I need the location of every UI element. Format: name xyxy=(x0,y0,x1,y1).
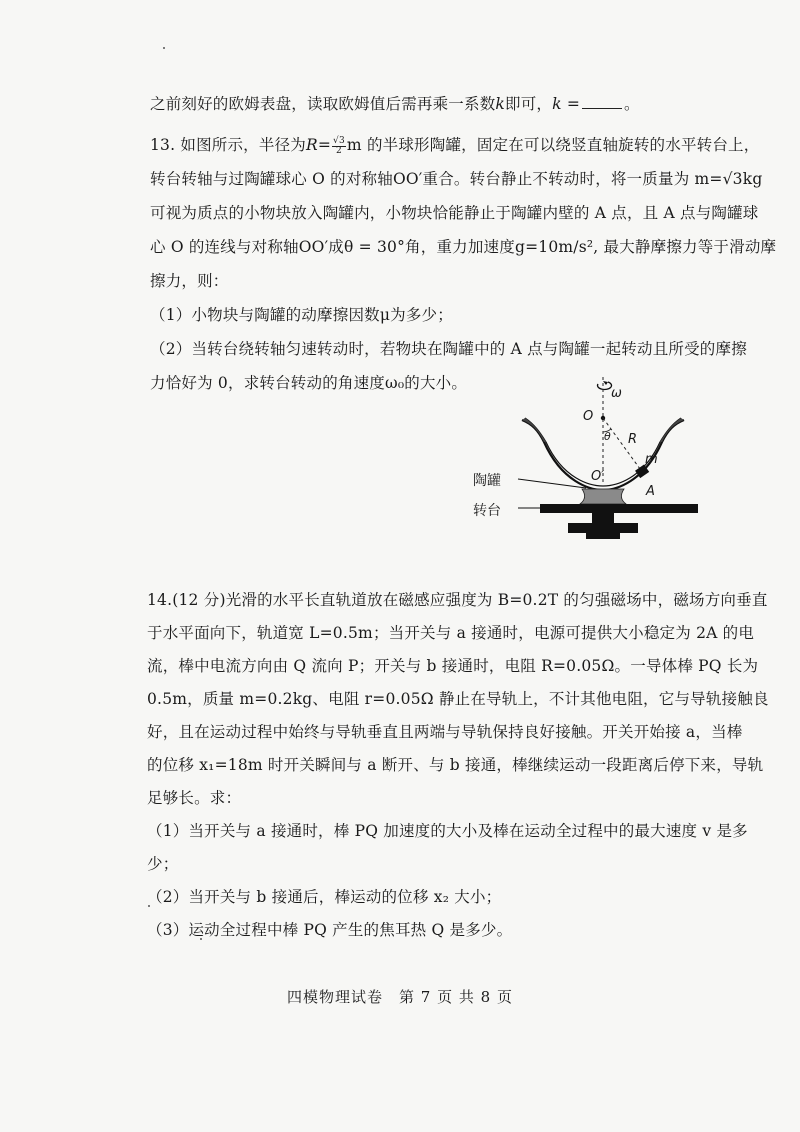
omega-label: ω xyxy=(611,386,622,401)
q12-tail-line: 之前刻好的欧姆表盘，读取欧姆值后需再乘一系数k即可，k = 。 xyxy=(150,95,640,113)
q14-subquestion-2: （2）当开关与 b 接通后，棒运动的位移 x₂ 大小； xyxy=(147,888,502,906)
q13-subquestion-2b: 力恰好为 0，求转台转动的角速度ω₀的大小。 xyxy=(150,374,468,392)
turntable-foot xyxy=(586,533,620,539)
pot-turntable-figure xyxy=(470,372,710,547)
q13-line-5: 擦力，则： xyxy=(150,272,229,290)
q13-line-4: 心 O 的连线与对称轴OO′成θ = 30°角，重力加速度g=10m/s², 最大静摩擦力等于滑动摩 xyxy=(150,238,777,256)
q14-subquestion-1a: （1）当开关与 a 接通时，棒 PQ 加速度的大小及棒在运动全过程中的最大速度 v 是多 xyxy=(147,822,748,840)
answer-blank xyxy=(582,96,622,109)
q13-subquestion-2a: （2）当转台绕转轴匀速转动时，若物块在陶罐中的 A 点与陶罐一起转动且所受的摩擦 xyxy=(150,340,747,358)
turntable-base xyxy=(568,523,638,533)
center-label: O xyxy=(583,409,594,424)
turntable-label: 转台 xyxy=(473,503,501,519)
q14-line-7: 足够长。求： xyxy=(147,789,242,807)
page-footer: 四模物理试卷 第 7 页 共 8 页 xyxy=(287,988,513,1006)
q14-subquestion-1b: 少； xyxy=(147,855,179,873)
o-prime-label: O′ xyxy=(591,469,605,484)
mass-label: m xyxy=(645,452,658,467)
q14-line-6: 的位移 x₁=18m 时开关瞬间与 a 断开、与 b 接通，棒继续运动一段距离后停下来，导轨 xyxy=(147,756,764,774)
q14-line-5: 好，且在运动过程中始终与导轨垂直且两端与导轨保持良好接触。开关开始接 a，当棒 xyxy=(147,723,743,741)
q13-line-3: 可视为质点的小物块放入陶罐内，小物块恰能静止于陶罐内壁的 A 点，且 A 点与陶罐球 xyxy=(150,204,759,222)
turntable-neck xyxy=(592,513,614,523)
q13-line-1: 13. 如图所示，半径为R= $\frac{√3}{2}$ m 的半球形陶罐，固定在可以绕竖直轴旋转的水平转台上， xyxy=(150,135,760,156)
pot-label: 陶罐 xyxy=(473,473,501,489)
scan-speck xyxy=(163,47,165,49)
q14-line-2: 于水平面向下，轨道宽 L=0.5m；当开关与 a 接通时，电源可提供大小稳定为 2A 的电 xyxy=(147,624,755,642)
point-a-label: A xyxy=(646,484,655,499)
turntable-top xyxy=(540,504,698,513)
figure-svg xyxy=(470,372,710,547)
radius-label: R xyxy=(628,432,638,447)
q14-line-3: 流，棒中电流方向由 Q 流向 P；开关与 b 接通时，电阻 R=0.05Ω。一导体棒 PQ 长为 xyxy=(147,657,759,675)
q13-line-2: 转台转轴与过陶罐球心 O 的对称轴OO′重合。转台静止不转动时，将一质量为 m=√3kg xyxy=(150,170,763,188)
q13-subquestion-1: （1）小物块与陶罐的动摩擦因数μ为多少； xyxy=(150,306,453,324)
q14-line-1: 14.(12 分)光滑的水平长直轨道放在磁感应强度为 B=0.2T 的匀强磁场中，磁场方向垂直 xyxy=(147,591,768,609)
q14-subquestion-3: （3）运动全过程中棒 PQ 产生的焦耳热 Q 是多少。 xyxy=(147,921,513,939)
rotation-arrow-icon xyxy=(598,382,612,389)
pot-base xyxy=(580,489,626,504)
q14-line-4: 0.5m，质量 m=0.2kg、电阻 r=0.05Ω 静止在导轨上，不计其他电阻，它与导轨接触良 xyxy=(147,690,769,708)
theta-label: θ xyxy=(604,430,611,443)
radius-fraction: $\frac{√3}{2}$ xyxy=(333,135,345,156)
